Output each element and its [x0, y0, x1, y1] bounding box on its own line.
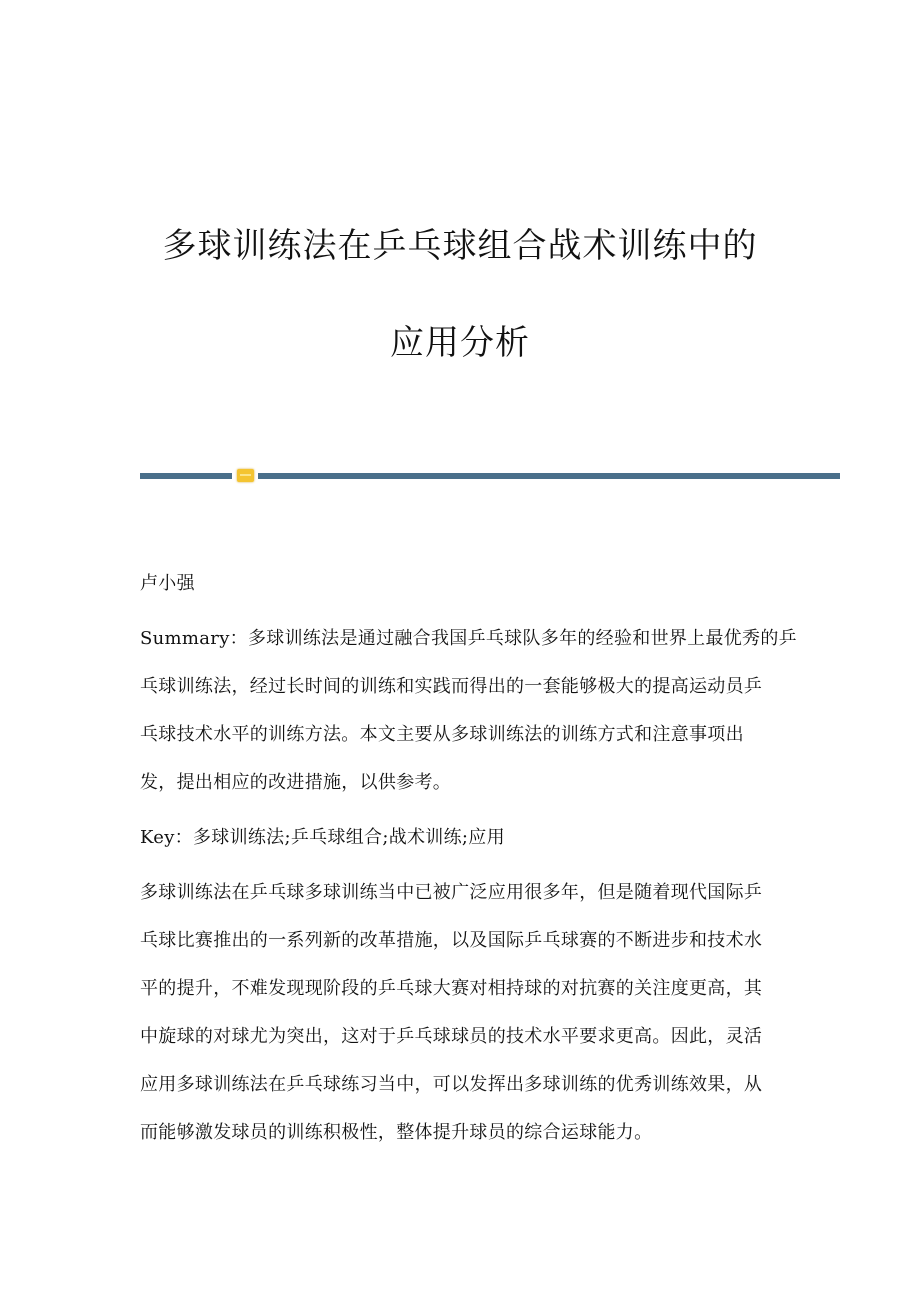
summary-line: 乓球训练法，经过长时间的训练和实践而得出的一套能够极大的提高运动员乒: [140, 676, 763, 697]
body-line: 应用多球训练法在乒乓球练习当中，可以发挥出多球训练的优秀训练效果，从: [140, 1074, 763, 1095]
divider-bar-right: [258, 473, 840, 479]
divider-ornament-icon: [237, 469, 254, 482]
body-line: 多球训练法在乒乓球多球训练当中已被广泛应用很多年，但是随着现代国际乒: [140, 882, 763, 903]
body-line: 平的提升，不难发现现阶段的乒乓球大赛对相持球的对抗赛的关注度更高，其: [140, 978, 763, 999]
summary-line: 乓球技术水平的训练方法。本文主要从多球训练法的训练方式和注意事项出: [140, 724, 744, 745]
summary-line: Summary：多球训练法是通过融合我国乒乓球队多年的经验和世界上最优秀的乒: [140, 628, 797, 649]
title-line-2: 应用分析: [390, 323, 530, 363]
keywords: Key：多球训练法;乒乓球组合;战术训练;应用: [140, 827, 505, 848]
title-line-1: 多球训练法在乒乓球组合战术训练中的: [162, 226, 758, 266]
summary-line: 发，提出相应的改进措施，以供参考。: [140, 772, 452, 793]
body-line: 中旋球的对球尤为突出，这对于乒乓球球员的技术水平要求更高。因此，灵活: [140, 1026, 763, 1047]
author: 卢小强: [140, 573, 195, 594]
body-line: 而能够激发球员的训练积极性，整体提升球员的综合运球能力。: [140, 1122, 653, 1143]
divider-bar-left: [140, 473, 232, 479]
body-line: 乓球比赛推出的一系列新的改革措施，以及国际乒乓球赛的不断进步和技术水: [140, 930, 763, 951]
